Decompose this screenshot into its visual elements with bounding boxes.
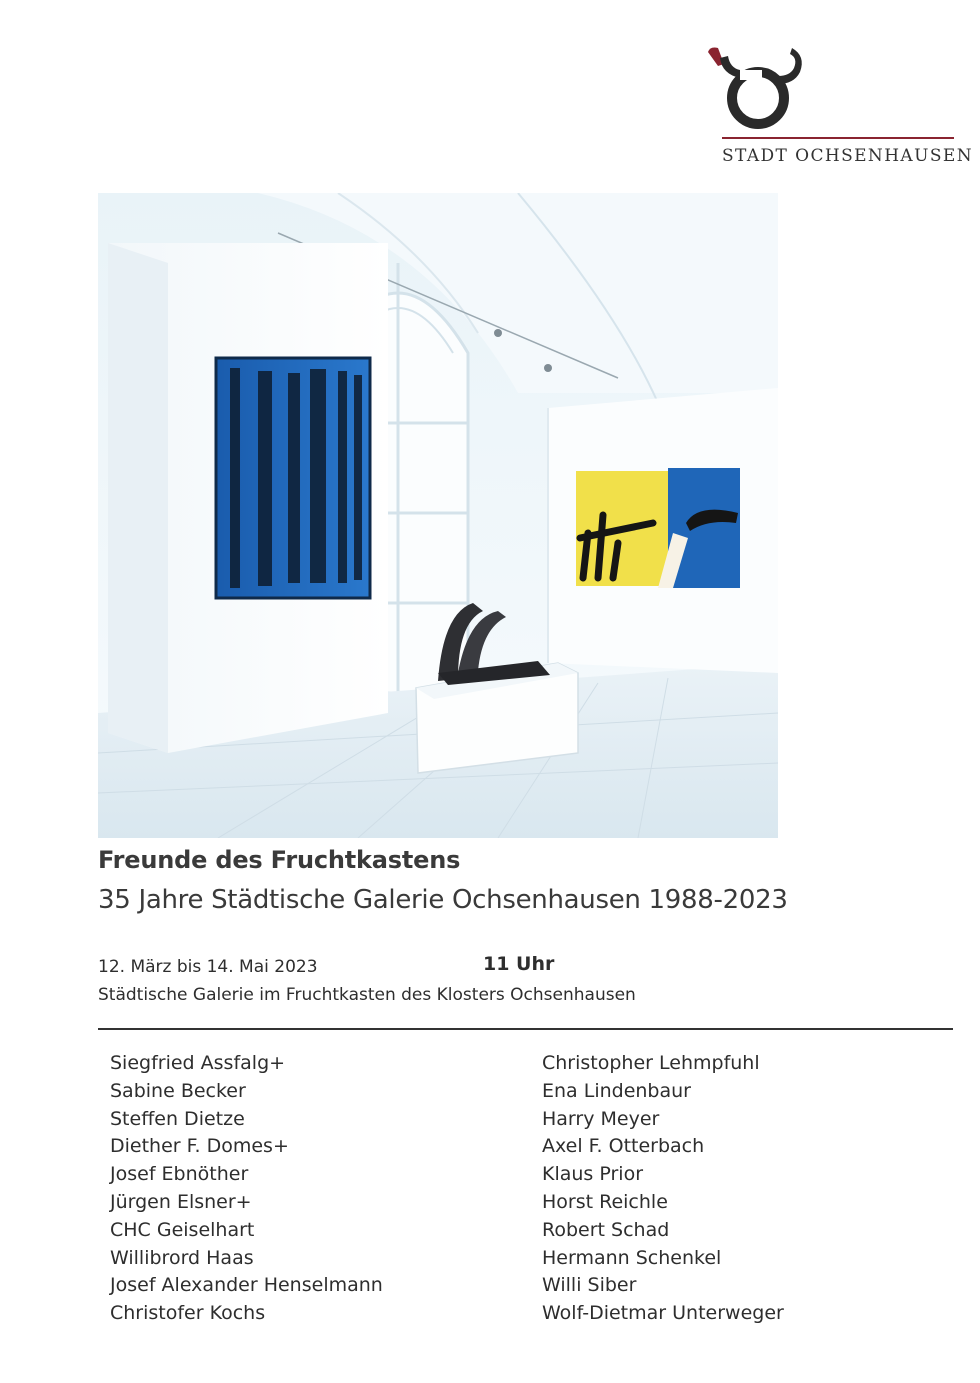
logo-rule	[722, 137, 954, 139]
artist-name: Willibrord Haas	[110, 1246, 254, 1269]
artist-name: Diether F. Domes+	[110, 1135, 289, 1158]
artist-name: Hermann Schenkel	[542, 1246, 722, 1269]
artist-name: Harry Meyer	[542, 1107, 660, 1130]
logo-wordmark: STADT OCHSENHAUSEN	[722, 146, 973, 166]
artist-name: Josef Alexander Henselmann	[110, 1274, 383, 1297]
artist-name: Wolf-Dietmar Unterweger	[542, 1302, 784, 1325]
artist-name: Sabine Becker	[110, 1079, 246, 1102]
event-time: 11 Uhr	[483, 953, 555, 975]
artist-name: Christopher Lehmpfuhl	[542, 1052, 760, 1074]
gallery-interior-photo	[98, 193, 778, 838]
artist-name: Horst Reichle	[542, 1190, 668, 1213]
ochsenhausen-emblem-icon	[700, 40, 820, 130]
page-subtitle: 35 Jahre Städtische Galerie Ochsenhausen 1988-2023	[98, 885, 788, 915]
artist-list-right	[542, 1050, 784, 1328]
artist-name: Steffen Dietze	[110, 1107, 245, 1130]
page-title: Freunde des Fruchtkastens	[98, 846, 461, 874]
artist-list-left	[110, 1050, 383, 1328]
event-dates: 12. März bis 14. Mai 2023	[98, 957, 318, 977]
artist-name: Willi Siber	[542, 1274, 637, 1297]
artist-name: Axel F. Otterbach	[542, 1135, 705, 1158]
event-venue: Städtische Galerie im Fruchtkasten des Klosters Ochsenhausen	[98, 985, 636, 1005]
city-logo	[700, 40, 820, 130]
artist-name: Robert Schad	[542, 1218, 670, 1241]
artist-name: Klaus Prior	[542, 1163, 644, 1186]
artist-name: Josef Ebnöther	[110, 1163, 249, 1186]
artist-name: Christofer Kochs	[110, 1302, 266, 1325]
artist-name: Siegfried Assfalg+	[110, 1052, 286, 1074]
artist-name: Ena Lindenbaur	[542, 1079, 691, 1102]
section-divider	[98, 1028, 953, 1030]
artist-name: Jürgen Elsner+	[110, 1190, 252, 1213]
artist-name: CHC Geiselhart	[110, 1218, 255, 1241]
